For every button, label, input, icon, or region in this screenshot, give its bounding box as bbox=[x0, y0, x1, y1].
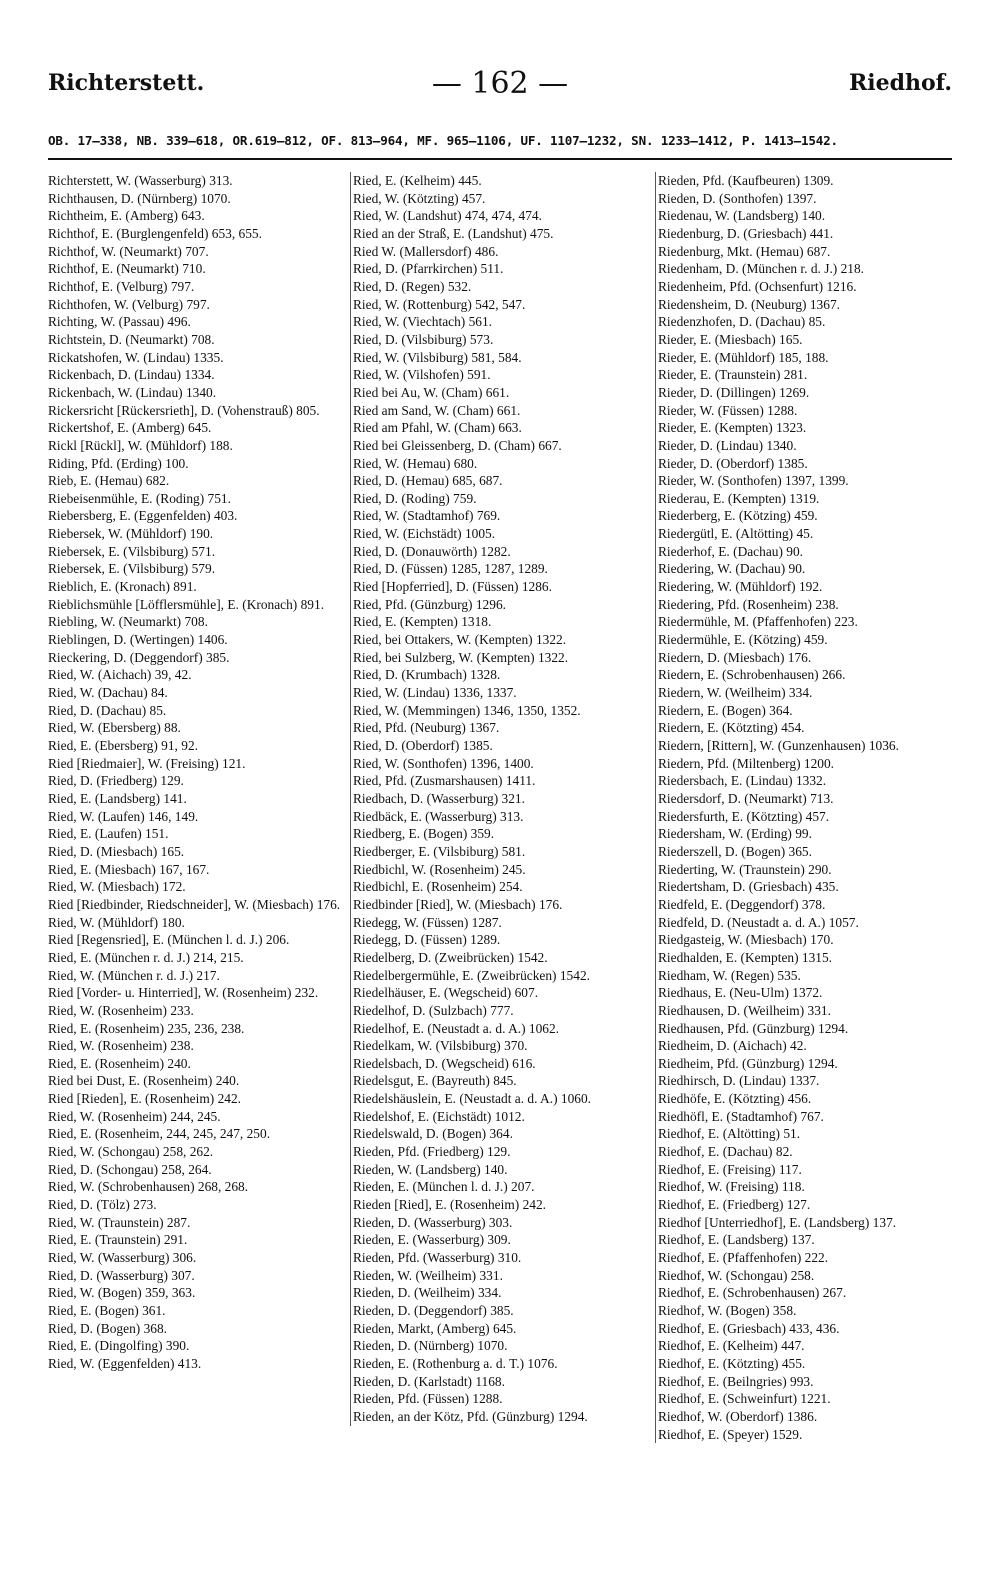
index-entry: Rickersricht [Rückersrieth], D. (Vohenstrauß) 805. bbox=[48, 402, 320, 418]
index-entry: Riedelsbach, D. (Wegscheid) 616. bbox=[353, 1055, 536, 1071]
index-entry: Riedersfurth, E. (Kötzting) 457. bbox=[658, 808, 830, 824]
index-entry: Richthof, E. (Neumarkt) 710. bbox=[48, 261, 206, 277]
index-entry: Rieden, W. (Weilheim) 331. bbox=[353, 1267, 503, 1283]
index-entry: Riedenburg, Mkt. (Hemau) 687. bbox=[658, 243, 831, 259]
index-entry: Ried bei Au, W. (Cham) 661. bbox=[353, 384, 510, 400]
index-entry: Ried, W. (Schrobenhausen) 268, 268. bbox=[48, 1179, 249, 1195]
index-entry: Rickatshofen, W. (Lindau) 1335. bbox=[48, 349, 224, 365]
index-entry: Ried, W. (Miesbach) 172. bbox=[48, 879, 186, 895]
index-entry: Ried, W. (Wasserburg) 306. bbox=[48, 1250, 197, 1266]
index-entry: Ried, E. (München r. d. J.) 214, 215. bbox=[48, 949, 244, 965]
index-entry: Riedhof [Unterriedhof], E. (Landsberg) 137. bbox=[658, 1214, 897, 1230]
index-entry: Ried, E. (Traunstein) 291. bbox=[48, 1232, 188, 1248]
index-entry: Riedhof, E. (Schrobenhausen) 267. bbox=[658, 1285, 847, 1301]
index-entry: Ried, D. (Friedberg) 129. bbox=[48, 773, 184, 789]
index-entry: Rieckering, D. (Deggendorf) 385. bbox=[48, 649, 230, 665]
index-entry: Riedheim, D. (Aichach) 42. bbox=[658, 1038, 807, 1054]
index-entry: Riedhof, E. (Landsberg) 137. bbox=[658, 1232, 815, 1248]
index-entry: Riedhof, E. (Beilngries) 993. bbox=[658, 1373, 814, 1389]
index-entry: Riedelswald, D. (Bogen) 364. bbox=[353, 1126, 513, 1142]
index-entry: Ried, D. (Hemau) 685, 687. bbox=[353, 473, 503, 489]
index-entry: Riedhof, E. (Freising) 117. bbox=[658, 1161, 802, 1177]
index-entry: Rickertshof, E. (Amberg) 645. bbox=[48, 420, 212, 436]
index-entry: Riedern, [Rittern], W. (Gunzenhausen) 1036. bbox=[658, 738, 899, 753]
index-entry: Ried, W. (Bogen) 359, 363. bbox=[48, 1285, 196, 1301]
index-entry: Ried, D. (Tölz) 273. bbox=[48, 1197, 157, 1213]
index-entry: Riedhöfl, E. (Stadtamhof) 767. bbox=[658, 1108, 824, 1124]
index-entry: Rieden, Markt, (Amberg) 645. bbox=[353, 1320, 517, 1336]
index-entry: Ried, E. (Kempten) 1318. bbox=[353, 614, 492, 630]
index-entry: Riedering, W. (Mühldorf) 192. bbox=[658, 579, 823, 595]
index-entry: Riebersek, E. (Vilsbiburg) 579. bbox=[48, 561, 216, 577]
index-entry: Riedhof, E. (Kötzting) 455. bbox=[658, 1355, 806, 1371]
index-entry: Riederau, E. (Kempten) 1319. bbox=[658, 490, 820, 506]
index-entry: Rieden, D. (Nürnberg) 1070. bbox=[353, 1338, 508, 1354]
index-entry: Ried, E. (Landsberg) 141. bbox=[48, 790, 187, 806]
index-entry: Riebling, W. (Neumarkt) 708. bbox=[48, 614, 208, 630]
index-entry: Riedertsham, D. (Griesbach) 435. bbox=[658, 879, 839, 895]
index-entry: Riedhöfe, E. (Kötzting) 456. bbox=[658, 1091, 812, 1107]
index-entry: Riederting, W. (Traunstein) 290. bbox=[658, 861, 832, 877]
index-entry: Richthofen, W. (Velburg) 797. bbox=[48, 296, 210, 312]
index-entry: Ried, W. (Eggenfelden) 413. bbox=[48, 1355, 202, 1371]
index-entry: Ried, W. (Lindau) 1336, 1337. bbox=[353, 685, 517, 701]
index-column-1 bbox=[48, 172, 350, 1373]
index-entry: Ried [Regensried], E. (München l. d. J.) 206. bbox=[48, 932, 290, 948]
index-entry: Rieder, W. (Füssen) 1288. bbox=[658, 402, 798, 418]
index-entry: Rieden, D. (Wasserburg) 303. bbox=[353, 1214, 513, 1230]
index-entry: Riedhof, E. (Friedberg) 127. bbox=[658, 1197, 811, 1213]
index-entry: Rieden, Pfd. (Wasserburg) 310. bbox=[353, 1250, 522, 1266]
index-entry: Ried, W. (Rottenburg) 542, 547. bbox=[353, 296, 526, 312]
index-entry: Riedelshäuslein, E. (Neustadt a. d. A.) 1060. bbox=[353, 1091, 592, 1107]
index-entry: Richtheim, E. (Amberg) 643. bbox=[48, 208, 205, 224]
index-entry: Ried, W. (Stadtamhof) 769. bbox=[353, 508, 501, 524]
index-entry: Riedelhäuser, E. (Wegscheid) 607. bbox=[353, 985, 539, 1001]
index-entry: Riedhausen, Pfd. (Günzburg) 1294. bbox=[658, 1020, 849, 1036]
index-entry: Rieder, E. (Miesbach) 165. bbox=[658, 331, 803, 347]
index-entry: Rieden, an der Kötz, Pfd. (Günzburg) 1294. bbox=[353, 1408, 588, 1424]
index-entry: Riedenburg, D. (Griesbach) 441. bbox=[658, 225, 834, 241]
index-entry: Ried [Riedmaier], W. (Freising) 121. bbox=[48, 755, 246, 771]
index-entry: Riebeisenmühle, E. (Roding) 751. bbox=[48, 490, 231, 506]
index-column-2 bbox=[350, 172, 655, 1426]
header-divider bbox=[48, 158, 952, 160]
index-entry: Rickl [Rückl], W. (Mühldorf) 188. bbox=[48, 437, 233, 453]
index-entry: Riebersek, W. (Mühldorf) 190. bbox=[48, 526, 214, 542]
index-entry: Ried, W. (Rosenheim) 238. bbox=[48, 1038, 194, 1054]
index-entry: Ried, W. (Aichach) 39, 42. bbox=[48, 667, 192, 683]
index-entry: Rieden, D. (Weilheim) 334. bbox=[353, 1285, 502, 1301]
index-entry: Riedhof, E. (Griesbach) 433, 436. bbox=[658, 1320, 840, 1336]
index-entry: Rieden, W. (Landsberg) 140. bbox=[353, 1161, 508, 1177]
index-entry: Ried, D. (Miesbach) 165. bbox=[48, 843, 185, 859]
index-entry: Riedhof, E. (Kelheim) 447. bbox=[658, 1338, 805, 1354]
index-entry: Ried, D. (Donauwörth) 1282. bbox=[353, 543, 511, 559]
index-entry: Ried, E. (Rosenheim) 235, 236, 238. bbox=[48, 1020, 245, 1036]
index-entry: Ried, W. (Ebersberg) 88. bbox=[48, 720, 181, 736]
index-entry: Richthof, W. (Neumarkt) 707. bbox=[48, 243, 209, 259]
index-entry: Ried bei Gleissenberg, D. (Cham) 667. bbox=[353, 437, 562, 453]
index-entry: Riedern, Pfd. (Miltenberg) 1200. bbox=[658, 755, 835, 771]
index-entry: Rieder, E. (Kempten) 1323. bbox=[658, 420, 807, 436]
index-entry: Riedermühle, E. (Kötzing) 459. bbox=[658, 632, 828, 648]
index-entry: Rieder, D. (Oberdorf) 1385. bbox=[658, 455, 808, 471]
index-entry: Riedelkam, W. (Vilsbiburg) 370. bbox=[353, 1038, 528, 1054]
index-entry: Ried, Pfd. (Günzburg) 1296. bbox=[353, 596, 506, 612]
index-entry: Ried, W. (Vilsbiburg) 581, 584. bbox=[353, 349, 522, 365]
index-entry: Riedfeld, D. (Neustadt a. d. A.) 1057. bbox=[658, 914, 859, 930]
index-entry: Ried, W. (Viechtach) 561. bbox=[353, 314, 493, 330]
index-entry: Ried, bei Ottakers, W. (Kempten) 1322. bbox=[353, 632, 567, 648]
index-entry: Riedham, W. (Regen) 535. bbox=[658, 967, 801, 983]
index-entry: Riederszell, D. (Bogen) 365. bbox=[658, 843, 812, 859]
index-entry: Rieden, Pfd. (Friedberg) 129. bbox=[353, 1144, 511, 1160]
index-entry: Riedelhof, E. (Neustadt a. d. A.) 1062. bbox=[353, 1020, 560, 1036]
index-entry: Riedhalden, E. (Kempten) 1315. bbox=[658, 949, 833, 965]
index-entry: Riedbichl, W. (Rosenheim) 245. bbox=[353, 861, 526, 877]
index-entry: Riedbinder [Ried], W. (Miesbach) 176. bbox=[353, 896, 563, 912]
index-entry: Riebersberg, E. (Eggenfelden) 403. bbox=[48, 508, 238, 524]
index-entry: Rieder, E. (Mühldorf) 185, 188. bbox=[658, 349, 829, 365]
index-entry: Ried, W. (Sonthofen) 1396, 1400. bbox=[353, 755, 534, 771]
index-entry: Ried, E. (Bogen) 361. bbox=[48, 1303, 166, 1318]
index-entry: Rieden, E. (München l. d. J.) 207. bbox=[353, 1179, 535, 1195]
index-entry: Rieder, W. (Sonthofen) 1397, 1399. bbox=[658, 473, 849, 489]
index-entry: Riedenzhofen, D. (Dachau) 85. bbox=[658, 314, 826, 330]
index-entry: Rieb, E. (Hemau) 682. bbox=[48, 473, 170, 489]
index-entry: Riedbäck, E. (Wasserburg) 313. bbox=[353, 808, 524, 824]
index-entry: Riedelberg, D. (Zweibrücken) 1542. bbox=[353, 949, 548, 965]
index-entry: Ried W. (Mallersdorf) 486. bbox=[353, 243, 499, 259]
index-entry: Riedbichl, E. (Rosenheim) 254. bbox=[353, 879, 523, 895]
index-entry: Riedern, W. (Weilheim) 334. bbox=[658, 685, 813, 701]
index-entry: Riedelsgut, E. (Bayreuth) 845. bbox=[353, 1073, 517, 1089]
index-entry: Rieden, Pfd. (Füssen) 1288. bbox=[353, 1391, 503, 1407]
index-entry: Ried, W. (Landshut) 474, 474, 474. bbox=[353, 208, 542, 224]
index-entry: Ried, D. (Wasserburg) 307. bbox=[48, 1267, 195, 1283]
index-entry: Ried, D. (Schongau) 258, 264. bbox=[48, 1161, 212, 1177]
index-entry: Ried, E. (Rosenheim) 240. bbox=[48, 1055, 191, 1071]
index-entry: Riederberg, E. (Kötzing) 459. bbox=[658, 508, 818, 524]
index-entry: Riedern, E. (Kötzting) 454. bbox=[658, 720, 805, 736]
index-entry: Riedhirsch, D. (Lindau) 1337. bbox=[658, 1073, 820, 1089]
index-entry: Richtstein, D. (Neumarkt) 708. bbox=[48, 331, 215, 347]
index-entry: Rieder, D. (Dillingen) 1269. bbox=[658, 384, 810, 400]
index-entry: Riedhof, E. (Dachau) 82. bbox=[658, 1144, 793, 1160]
index-entry: Ried, W. (Eichstädt) 1005. bbox=[353, 526, 496, 542]
index-entry: Riedhof, E. (Speyer) 1529. bbox=[658, 1426, 803, 1442]
index-entry: Riedergütl, E. (Altötting) 45. bbox=[658, 526, 814, 542]
index-entry: Riedhof, E. (Pfaffenhofen) 222. bbox=[658, 1250, 829, 1266]
district-legend: OB. 17—338, NB. 339—618, OR.619—812, OF. 813—964, MF. 965—1106, UF. 1107—1232, SN. 1233—1412, P. 1413—1542. bbox=[48, 133, 838, 148]
index-entry: Rickenbach, W. (Lindau) 1340. bbox=[48, 384, 217, 400]
index-entry: Ried, W. (Vilshofen) 591. bbox=[353, 367, 491, 383]
index-entry: Ried, bei Sulzberg, W. (Kempten) 1322. bbox=[353, 649, 569, 665]
index-entry: Riedhausen, D. (Weilheim) 331. bbox=[658, 1002, 831, 1018]
index-entry: Richterstett, W. (Wasserburg) 313. bbox=[48, 173, 233, 188]
index-entry: Riedhaus, E. (Neu-Ulm) 1372. bbox=[658, 985, 823, 1001]
index-entry: Ried, E. (Dingolfing) 390. bbox=[48, 1338, 190, 1354]
index-entry: Ried, W. (Rosenheim) 244, 245. bbox=[48, 1108, 221, 1124]
index-entry: Ried, W. (München r. d. J.) 217. bbox=[48, 967, 220, 983]
index-entry: Ried, E. (Kelheim) 445. bbox=[353, 173, 482, 188]
index-entry: Riedensheim, D. (Neuburg) 1367. bbox=[658, 296, 840, 312]
index-entry: Riedersbach, E. (Lindau) 1332. bbox=[658, 773, 827, 789]
index-entry: Ried, D. (Pfarrkirchen) 511. bbox=[353, 261, 504, 277]
index-entry: Riedering, Pfd. (Rosenheim) 238. bbox=[658, 596, 839, 612]
index-entry: Riedberger, E. (Vilsbiburg) 581. bbox=[353, 843, 526, 859]
index-entry: Riedern, E. (Bogen) 364. bbox=[658, 702, 793, 718]
index-entry: Ried bei Dust, E. (Rosenheim) 240. bbox=[48, 1073, 240, 1089]
index-entry: Ried, W. (Rosenheim) 233. bbox=[48, 1002, 194, 1018]
index-entry: Rieblich, E. (Kronach) 891. bbox=[48, 579, 197, 595]
index-entry: Rickenbach, D. (Lindau) 1334. bbox=[48, 367, 215, 383]
index-entry: Riedering, W. (Dachau) 90. bbox=[658, 561, 806, 577]
index-entry: Riedern, D. (Miesbach) 176. bbox=[658, 649, 812, 665]
index-entry: Rieblichsmühle [Löfflersmühle], E. (Kronach) 891. bbox=[48, 596, 325, 612]
index-entry: Ried, W. (Memmingen) 1346, 1350, 1352. bbox=[353, 702, 581, 718]
index-entry: Riedersham, W. (Erding) 99. bbox=[658, 826, 812, 842]
index-entry: Ried [Vorder- u. Hinterried], W. (Rosenheim) 232. bbox=[48, 985, 319, 1001]
index-entry: Richthausen, D. (Nürnberg) 1070. bbox=[48, 190, 231, 206]
index-entry: Riedberg, E. (Bogen) 359. bbox=[353, 826, 495, 842]
index-entry: Riedbach, D. (Wasserburg) 321. bbox=[353, 790, 525, 806]
index-entry: Ried, W. (Traunstein) 287. bbox=[48, 1214, 191, 1230]
index-entry: Ried, E. (Rosenheim, 244, 245, 247, 250. bbox=[48, 1126, 271, 1142]
index-entry: Riedhof, E. (Altötting) 51. bbox=[658, 1126, 801, 1142]
index-entry: Riedegg, W. (Füssen) 1287. bbox=[353, 914, 502, 930]
index-entry: Ried, E. (Miesbach) 167, 167. bbox=[48, 861, 210, 877]
index-entry: Ried, Pfd. (Zusmarshausen) 1411. bbox=[353, 773, 536, 789]
index-entry: Riedelhof, D. (Sulzbach) 777. bbox=[353, 1002, 514, 1018]
page-header bbox=[48, 62, 952, 112]
index-entry: Rieden [Ried], E. (Rosenheim) 242. bbox=[353, 1197, 547, 1213]
index-entry: Ried, W. (Laufen) 146, 149. bbox=[48, 808, 199, 824]
index-entry: Riedfeld, E. (Deggendorf) 378. bbox=[658, 896, 826, 912]
index-entry: Ried, D. (Regen) 532. bbox=[353, 278, 472, 294]
index-entry: Rieden, E. (Rothenburg a. d. T.) 1076. bbox=[353, 1355, 558, 1371]
index-entry: Rieden, D. (Sonthofen) 1397. bbox=[658, 190, 817, 206]
index-entry: Rieder, E. (Traunstein) 281. bbox=[658, 367, 808, 383]
index-entry: Ried [Riedbinder, Riedschneider], W. (Miesbach) 176. bbox=[48, 896, 341, 912]
index-entry: Ried, W. (Dachau) 84. bbox=[48, 685, 168, 701]
index-entry: Richthof, E. (Burglengenfeld) 653, 655. bbox=[48, 225, 262, 241]
header-right-catchword: Riedhof. bbox=[848, 70, 952, 96]
index-entry: Riedhof, E. (Schweinfurt) 1221. bbox=[658, 1391, 831, 1407]
index-entry: Rieder, D. (Lindau) 1340. bbox=[658, 437, 797, 453]
index-entry: Riedgasteig, W. (Miesbach) 170. bbox=[658, 932, 834, 948]
index-entry: Ried, Pfd. (Neuburg) 1367. bbox=[353, 720, 500, 736]
index-entry: Ried, W. (Schongau) 258, 262. bbox=[48, 1144, 214, 1160]
index-entry: Rieden, D. (Karlstadt) 1168. bbox=[353, 1373, 505, 1389]
index-entry: Ried, W. (Mühldorf) 180. bbox=[48, 914, 185, 930]
index-entry: Rieden, E. (Wasserburg) 309. bbox=[353, 1232, 511, 1248]
header-left-catchword: Richterstett. bbox=[48, 70, 205, 96]
index-entry: Riedhof, W. (Oberdorf) 1386. bbox=[658, 1408, 818, 1424]
index-entry: Riedegg, D. (Füssen) 1289. bbox=[353, 932, 501, 948]
page-number: — 162 — bbox=[431, 66, 569, 101]
index-entry: Riding, Pfd. (Erding) 100. bbox=[48, 455, 189, 471]
index-entry: Ried am Sand, W. (Cham) 661. bbox=[353, 402, 521, 418]
index-entry: Riedenham, D. (München r. d. J.) 218. bbox=[658, 261, 865, 277]
index-entry: Ried, E. (Ebersberg) 91, 92. bbox=[48, 738, 198, 753]
index-entry: Riedenheim, Pfd. (Ochsenfurt) 1216. bbox=[658, 278, 857, 294]
index-entry: Riedermühle, M. (Pfaffenhofen) 223. bbox=[658, 614, 858, 630]
index-entry: Riedelbergermühle, E. (Zweibrücken) 1542. bbox=[353, 967, 590, 983]
index-entry: Richthof, E. (Velburg) 797. bbox=[48, 278, 195, 294]
index-entry: Ried, D. (Bogen) 368. bbox=[48, 1320, 168, 1336]
index-entry: Ried, D. (Roding) 759. bbox=[353, 490, 477, 506]
index-entry: Riedhof, W. (Freising) 118. bbox=[658, 1179, 805, 1195]
index-entry: Ried, D. (Dachau) 85. bbox=[48, 702, 167, 718]
index-entry: Rieblingen, D. (Wertingen) 1406. bbox=[48, 632, 228, 648]
index-entry: Riedersdorf, D. (Neumarkt) 713. bbox=[658, 790, 834, 806]
index-entry: Ried an der Straß, E. (Landshut) 475. bbox=[353, 225, 554, 241]
index-entry: Ried [Hopferried], D. (Füssen) 1286. bbox=[353, 579, 552, 595]
index-column-3 bbox=[655, 172, 960, 1443]
index-entry: Richting, W. (Passau) 496. bbox=[48, 314, 191, 330]
index-entry: Ried, D. (Füssen) 1285, 1287, 1289. bbox=[353, 561, 548, 577]
index-entry: Riedhof, W. (Bogen) 358. bbox=[658, 1303, 797, 1318]
index-entry: Riedheim, Pfd. (Günzburg) 1294. bbox=[658, 1055, 838, 1071]
index-entry: Riebersek, E. (Vilsbiburg) 571. bbox=[48, 543, 216, 559]
index-entry: Rieden, Pfd. (Kaufbeuren) 1309. bbox=[658, 173, 834, 188]
index-entry: Riederhof, E. (Dachau) 90. bbox=[658, 543, 804, 559]
index-entry: Ried, D. (Krumbach) 1328. bbox=[353, 667, 501, 683]
index-entry: Ried [Rieden], E. (Rosenheim) 242. bbox=[48, 1091, 242, 1107]
index-entry: Ried, D. (Vilsbiburg) 573. bbox=[353, 331, 494, 347]
index-entry: Ried, W. (Kötzting) 457. bbox=[353, 190, 486, 206]
index-entry: Riedhof, W. (Schongau) 258. bbox=[658, 1267, 815, 1283]
index-entry: Ried am Pfahl, W. (Cham) 663. bbox=[353, 420, 522, 436]
index-entry: Riedenau, W. (Landsberg) 140. bbox=[658, 208, 826, 224]
index-entry: Ried, E. (Laufen) 151. bbox=[48, 826, 169, 842]
index-entry: Riedern, E. (Schrobenhausen) 266. bbox=[658, 667, 846, 683]
index-entry: Riedelshof, E. (Eichstädt) 1012. bbox=[353, 1108, 525, 1124]
index-entry: Ried, D. (Oberdorf) 1385. bbox=[353, 738, 493, 753]
index-entry: Rieden, D. (Deggendorf) 385. bbox=[353, 1303, 514, 1318]
index-entry: Ried, W. (Hemau) 680. bbox=[353, 455, 478, 471]
